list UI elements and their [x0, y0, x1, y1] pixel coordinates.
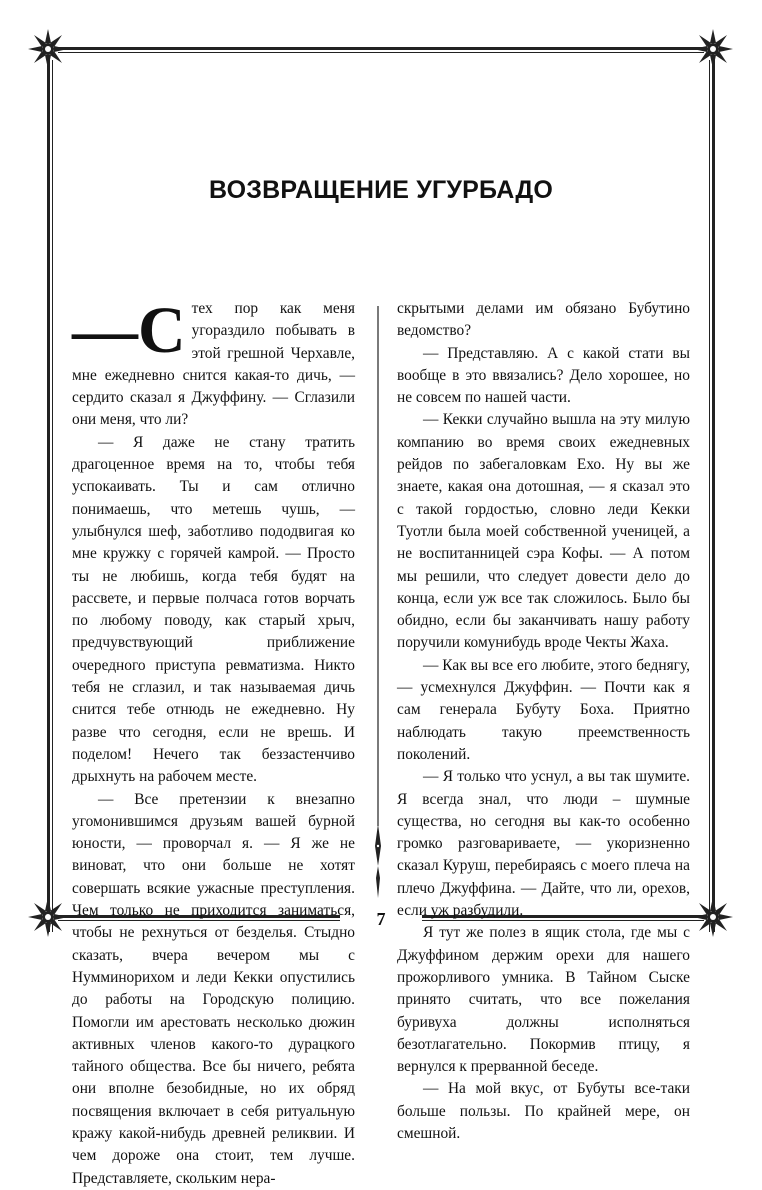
paragraph: — Представляю. А с какой стати вы вообще в это ввязались? Дело хорошее, но не совсем по нашей части.: [397, 344, 690, 407]
corner-ornament-icon: [692, 28, 734, 70]
paragraph: — Я даже не стану тратить драгоценное время на то, чтобы тебя успокаивать. Ты и сам отлично понимаешь, что метешь чушь, — улыбнулся шеф, заботливо пододвигая ко мне кружку с горячей камрой. — Просто ты не любишь, когда тебя будят на рассвете, и первые полчаса готов ворчать по любому поводу, как старый хрыч, предчувствующий приближение очередного приступа ревматизма. Никто тебя не сглазил, и так называемая дичь снится тебе отнюдь не ежедневно. Ну разве что сегодня, если не врешь. И поделом! Нечего так беззастенчиво дрыхнуть на рабочем месте.: [72, 433, 355, 786]
paragraph: — На мой вкус, от Бубуты все-таки больше пользы. По крайней мере, он смешной.: [397, 1080, 690, 1142]
paragraph: — Все претензии к внезапно угомонившимся друзьям вашей бурной юности, — проворчал я. — Я же не виноват, что они больше не хотят совершать всякие ужасные преступления. Чем только не приходится заниматься, чтобы не рехнуться от безделья. Стыдно сказать, вчера вечером мы с Нумминорихом и леди Кекки опустились до работы на Городскую полицию. Помогли им арестовать несколько дюжин активных членов какого-то дурацкого тайного общества. Все бы ничего, ребята они вполне безобидные, но их обряд посвящения включает в себя ритуальную кражу какой-нибудь древней реликвии. И чем дороже она стоит, тем лучше. Представляете, скольким нера-: [72, 790, 355, 1187]
right-column: [397, 298, 690, 1145]
paragraph: — Я только что уснул, а вы так шумите. Я всегда знал, что люди – шумные существа, но сегодня вы как-то особенно громко разговариваете, — укоризненно сказал Куруш, перебираясь с моего плеча на плечо Джуффина. — Дайте, что ли, орехов, если уж разбудили.: [397, 768, 690, 920]
paragraph: тех пор как меня угораздило побывать в этой грешной Черхавле, мне ежедневно снится какая-то дичь, — сердито сказал я Джуффину. — Сглазили они меня, что ли?: [72, 300, 355, 429]
frame-top-line-inner: [58, 52, 704, 53]
page-number: 7: [376, 909, 386, 929]
chapter-title: ВОЗВРАЩЕНИЕ УГУРБАДО: [208, 176, 554, 204]
paragraph: Я тут же полез в ящик стола, где мы с Джуффином держим орехи для нашего прожорливого умника. В Тайном Сыске принято считать, что все пожелания буривуха должны исполняться безотлагательно. Покормив птицу, я вернулся к прерванной беседе.: [397, 924, 690, 1076]
corner-ornament-icon: [27, 28, 69, 70]
paragraph: — Кекки случайно вышла на эту милую компанию во время своих ежедневных рейдов по забегаловкам Ехо. Ну вы же знаете, какая она дотошная, — я сказал это с такой гордостью, словно леди Кекки Туотли была моей собственной ученицей, а не воспитанницей сэра Кофы. — А потом мы решили, что следует довести дело до конца, если уж все так сложилось. Было бы обидно, если бы заканчивать нашу работу поручили комунибудь вроде Чекты Жаха.: [397, 411, 690, 652]
paragraph: скрытыми делами им обязано Бубутино ведомство?: [397, 300, 690, 340]
left-column: [72, 294, 355, 1190]
column-divider-ornament-icon: [374, 306, 382, 898]
drop-cap: —С: [72, 294, 186, 367]
paragraph: — Как вы все его любите, этого беднягу, — усмехнулся Джуффин. — Почти как я сам генерала Бубуту Боха. Приятно наблюдать такую преемственность поколений.: [397, 656, 690, 763]
frame-top-line: [58, 47, 704, 50]
